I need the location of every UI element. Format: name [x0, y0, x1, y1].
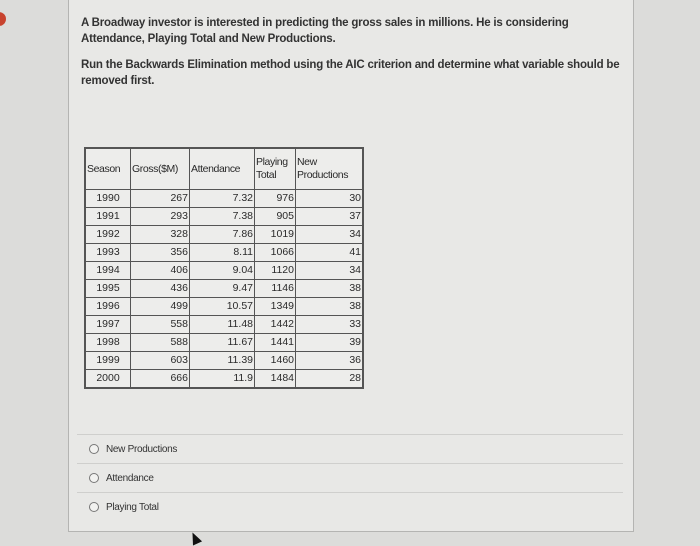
cell-gross: 499: [131, 298, 190, 316]
header-new-productions-line1: New: [297, 156, 317, 168]
cell-new-productions: 38: [296, 298, 364, 316]
cell-playing-total: 905: [255, 208, 296, 226]
cell-new-productions: 39: [296, 334, 364, 352]
table-row: [85, 208, 363, 226]
table-row: [85, 262, 363, 280]
data-table: [84, 147, 364, 389]
cell-attendance: 11.48: [190, 316, 255, 334]
table-header-row: [85, 148, 363, 190]
cell-gross: 293: [131, 208, 190, 226]
cell-playing-total: 976: [255, 190, 296, 208]
cell-new-productions: 28: [296, 370, 364, 389]
option-label: Attendance: [106, 472, 154, 484]
cell-season: 2000: [85, 370, 131, 389]
cell-attendance: 11.39: [190, 352, 255, 370]
cell-gross: 558: [131, 316, 190, 334]
option-label: Playing Total: [106, 501, 159, 513]
cell-attendance: 11.9: [190, 370, 255, 389]
table-row: [85, 370, 363, 389]
cell-attendance: 7.86: [190, 226, 255, 244]
cell-new-productions: 36: [296, 352, 364, 370]
option-attendance[interactable]: [77, 463, 623, 492]
cell-playing-total: 1441: [255, 334, 296, 352]
question-paragraph-2: Run the Backwards Elimination method using the AIC criterion and determine what variable should be removed first.: [81, 59, 620, 87]
table-row: [85, 316, 363, 334]
table-row: [85, 190, 363, 208]
cell-new-productions: 38: [296, 280, 364, 298]
cell-attendance: 9.04: [190, 262, 255, 280]
header-gross: Gross($M): [131, 148, 190, 190]
option-new-productions[interactable]: [77, 434, 623, 463]
cell-gross: 356: [131, 244, 190, 262]
table-row: [85, 244, 363, 262]
option-playing-total[interactable]: [77, 492, 623, 521]
option-label: New Productions: [106, 443, 178, 455]
cell-playing-total: 1019: [255, 226, 296, 244]
header-new-productions-line2: Productions: [297, 169, 349, 181]
cell-attendance: 8.11: [190, 244, 255, 262]
table-row: [85, 226, 363, 244]
cell-gross: 406: [131, 262, 190, 280]
mouse-cursor-icon: [188, 530, 202, 545]
radio-button-icon[interactable]: [89, 444, 99, 454]
cell-gross: 267: [131, 190, 190, 208]
cell-attendance: 7.38: [190, 208, 255, 226]
cell-new-productions: 34: [296, 226, 364, 244]
table-row: [85, 352, 363, 370]
cell-attendance: 9.47: [190, 280, 255, 298]
cell-playing-total: 1460: [255, 352, 296, 370]
header-playing-total-line2: Total: [256, 169, 277, 181]
radio-button-icon[interactable]: [89, 502, 99, 512]
notification-dot: [0, 12, 6, 26]
cell-playing-total: 1484: [255, 370, 296, 389]
answer-options: [77, 434, 623, 521]
question-paragraph-1: A Broadway investor is interested in predicting the gross sales in millions. He is considering Attendance, Playing Total and New Productions.: [81, 17, 569, 45]
cell-season: 1999: [85, 352, 131, 370]
cell-new-productions: 37: [296, 208, 364, 226]
header-new-productions: [296, 148, 364, 190]
table-row: [85, 280, 363, 298]
cell-playing-total: 1442: [255, 316, 296, 334]
cell-season: 1993: [85, 244, 131, 262]
header-playing-total: [255, 148, 296, 190]
header-attendance: Attendance: [190, 148, 255, 190]
cell-season: 1996: [85, 298, 131, 316]
cell-attendance: 11.67: [190, 334, 255, 352]
cell-season: 1995: [85, 280, 131, 298]
question-text: [81, 15, 631, 99]
cell-gross: 588: [131, 334, 190, 352]
radio-button-icon[interactable]: [89, 473, 99, 483]
cell-season: 1994: [85, 262, 131, 280]
cell-season: 1990: [85, 190, 131, 208]
table-row: [85, 298, 363, 316]
cell-gross: 436: [131, 280, 190, 298]
question-card: [68, 0, 634, 532]
cell-gross: 666: [131, 370, 190, 389]
cell-playing-total: 1349: [255, 298, 296, 316]
cell-playing-total: 1120: [255, 262, 296, 280]
cell-new-productions: 34: [296, 262, 364, 280]
cell-new-productions: 41: [296, 244, 364, 262]
table-row: [85, 334, 363, 352]
cell-gross: 328: [131, 226, 190, 244]
cell-season: 1997: [85, 316, 131, 334]
cell-attendance: 10.57: [190, 298, 255, 316]
header-season: Season: [85, 148, 131, 190]
cell-playing-total: 1066: [255, 244, 296, 262]
cell-gross: 603: [131, 352, 190, 370]
header-playing-total-line1: Playing: [256, 156, 288, 168]
cell-playing-total: 1146: [255, 280, 296, 298]
cell-season: 1992: [85, 226, 131, 244]
cell-season: 1998: [85, 334, 131, 352]
cell-season: 1991: [85, 208, 131, 226]
cell-new-productions: 30: [296, 190, 364, 208]
cell-new-productions: 33: [296, 316, 364, 334]
cell-attendance: 7.32: [190, 190, 255, 208]
